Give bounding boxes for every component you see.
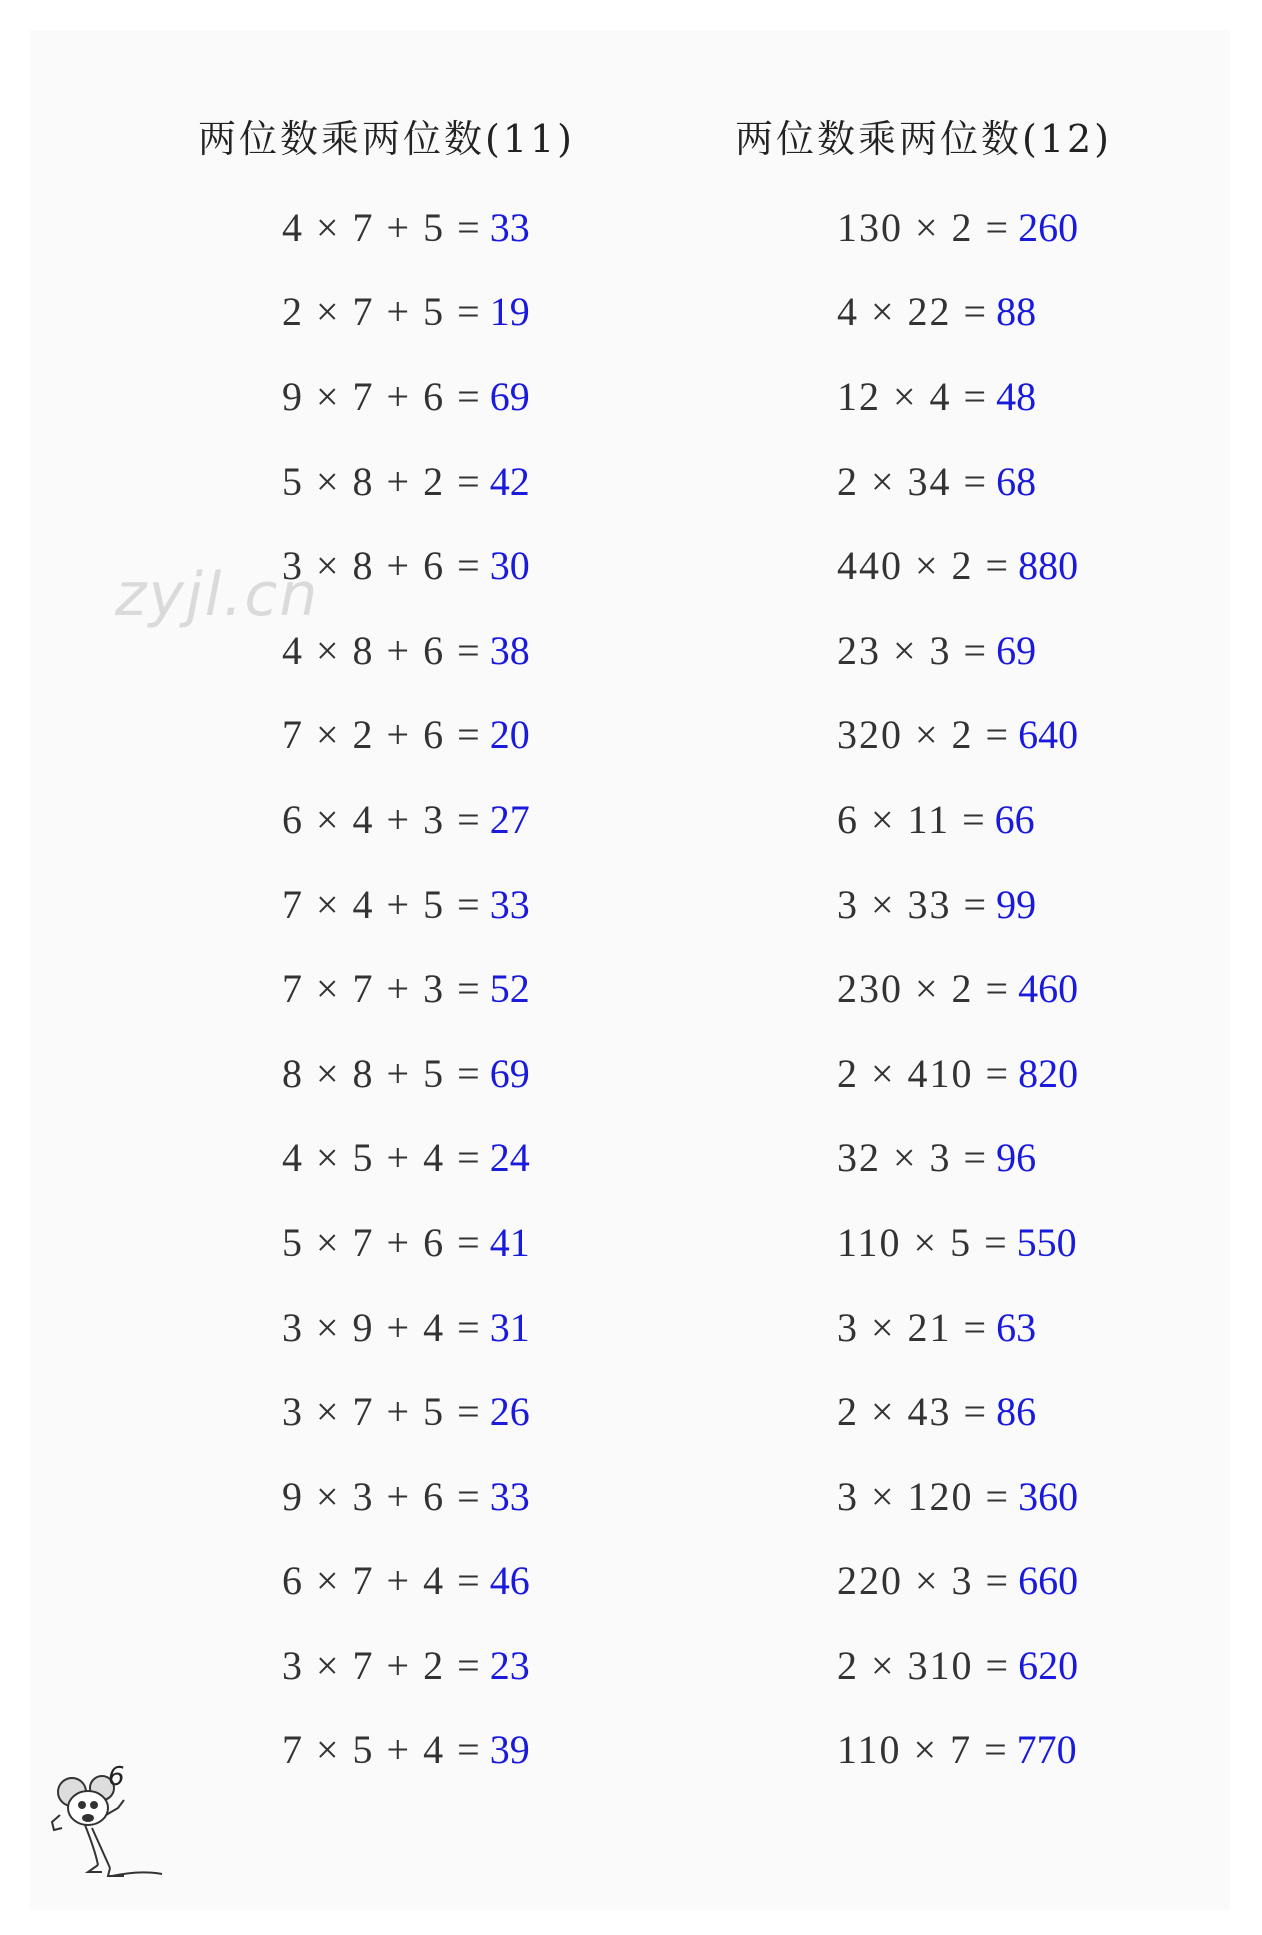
problem-answer: 33: [489, 204, 530, 250]
problem-row: [282, 1454, 702, 1539]
problem-answer: 24: [489, 1135, 530, 1181]
problem-row: [282, 608, 702, 693]
problem-expression: 2 × 43 =: [837, 1389, 989, 1435]
problem-expression: 7 × 2 + 6 =: [282, 712, 482, 758]
problem-expression: 220 × 3 =: [837, 1558, 1011, 1604]
problem-expression: 6 × 11 =: [837, 796, 987, 842]
problem-row: [837, 1200, 1257, 1285]
problem-row: [837, 1116, 1257, 1201]
mouse-mascot-icon: [40, 1760, 170, 1890]
problem-expression: 440 × 2 =: [837, 543, 1011, 589]
problem-expression: 12 × 4 =: [837, 373, 989, 419]
page-number: 6: [108, 1762, 125, 1792]
problem-answer: 41: [489, 1219, 530, 1265]
problem-expression: 130 × 2 =: [837, 204, 1011, 250]
right-problem-list: [837, 185, 1257, 1792]
problem-expression: 3 × 9 + 4 =: [282, 1304, 482, 1350]
problem-row: [282, 1623, 702, 1708]
problem-answer: 23: [489, 1642, 530, 1688]
problem-expression: 3 × 8 + 6 =: [282, 543, 482, 589]
problem-expression: 3 × 7 + 5 =: [282, 1389, 482, 1435]
problem-row: [282, 523, 702, 608]
problem-answer: 260: [1018, 204, 1079, 250]
problem-answer: 99: [996, 881, 1037, 927]
problem-answer: 39: [489, 1727, 530, 1773]
problem-answer: 52: [489, 966, 530, 1012]
problem-expression: 4 × 7 + 5 =: [282, 204, 482, 250]
problem-row: [837, 608, 1257, 693]
problem-row: [837, 185, 1257, 270]
problem-answer: 360: [1018, 1473, 1079, 1519]
problem-row: [282, 1539, 702, 1624]
problem-answer: 620: [1018, 1642, 1079, 1688]
problem-expression: 2 × 410 =: [837, 1050, 1011, 1096]
problem-expression: 7 × 7 + 3 =: [282, 966, 482, 1012]
problem-row: [282, 1285, 702, 1370]
problem-row: [837, 946, 1257, 1031]
problem-answer: 460: [1018, 966, 1079, 1012]
problem-expression: 2 × 34 =: [837, 458, 989, 504]
problem-row: [837, 1623, 1257, 1708]
problem-expression: 110 × 5 =: [837, 1219, 1009, 1265]
problem-expression: 9 × 3 + 6 =: [282, 1473, 482, 1519]
problem-answer: 66: [994, 796, 1035, 842]
right-section-title: 两位数乘两位数(12): [735, 117, 1113, 161]
problem-row: [282, 1200, 702, 1285]
problem-row: [282, 354, 702, 439]
problem-expression: 2 × 310 =: [837, 1642, 1011, 1688]
problem-expression: 5 × 8 + 2 =: [282, 458, 482, 504]
problem-row: [837, 1031, 1257, 1116]
problem-expression: 7 × 5 + 4 =: [282, 1727, 482, 1773]
problem-row: [837, 439, 1257, 524]
watermark: zyjl.cn: [115, 560, 320, 630]
problem-row: [837, 1285, 1257, 1370]
problem-row: [837, 1369, 1257, 1454]
problem-answer: 640: [1018, 712, 1079, 758]
problem-answer: 68: [996, 458, 1037, 504]
problem-answer: 96: [996, 1135, 1037, 1181]
problem-expression: 3 × 7 + 2 =: [282, 1642, 482, 1688]
problem-answer: 33: [489, 881, 530, 927]
problem-answer: 550: [1016, 1219, 1077, 1265]
problem-expression: 2 × 7 + 5 =: [282, 289, 482, 335]
problem-expression: 230 × 2 =: [837, 966, 1011, 1012]
problem-expression: 320 × 2 =: [837, 712, 1011, 758]
problem-row: [282, 185, 702, 270]
problem-row: [282, 862, 702, 947]
problem-expression: 6 × 7 + 4 =: [282, 1558, 482, 1604]
problem-expression: 5 × 7 + 6 =: [282, 1219, 482, 1265]
problem-expression: 3 × 33 =: [837, 881, 989, 927]
problem-answer: 26: [489, 1389, 530, 1435]
problem-expression: 6 × 4 + 3 =: [282, 796, 482, 842]
left-problem-list: [282, 185, 702, 1792]
problem-row: [837, 777, 1257, 862]
problem-row: [837, 270, 1257, 355]
problem-answer: 660: [1018, 1558, 1079, 1604]
problem-expression: 110 × 7 =: [837, 1727, 1009, 1773]
problem-expression: 3 × 120 =: [837, 1473, 1011, 1519]
problem-row: [282, 777, 702, 862]
problem-expression: 4 × 8 + 6 =: [282, 627, 482, 673]
problem-row: [837, 1708, 1257, 1793]
problem-expression: 3 × 21 =: [837, 1304, 989, 1350]
problem-answer: 42: [489, 458, 530, 504]
problem-answer: 770: [1016, 1727, 1077, 1773]
problem-row: [282, 1116, 702, 1201]
problem-row: [837, 523, 1257, 608]
problem-row: [282, 439, 702, 524]
problem-answer: 19: [489, 289, 530, 335]
problem-row: [837, 862, 1257, 947]
problem-answer: 86: [996, 1389, 1037, 1435]
problem-answer: 820: [1018, 1050, 1079, 1096]
problem-answer: 31: [489, 1304, 530, 1350]
problem-answer: 88: [996, 289, 1037, 335]
problem-answer: 46: [489, 1558, 530, 1604]
problem-expression: 4 × 5 + 4 =: [282, 1135, 482, 1181]
problem-expression: 32 × 3 =: [837, 1135, 989, 1181]
problem-answer: 33: [489, 1473, 530, 1519]
problem-row: [282, 693, 702, 778]
problem-row: [282, 270, 702, 355]
problem-expression: 7 × 4 + 5 =: [282, 881, 482, 927]
problem-row: [837, 693, 1257, 778]
problem-expression: 9 × 7 + 6 =: [282, 373, 482, 419]
problem-row: [282, 1708, 702, 1793]
problem-expression: 23 × 3 =: [837, 627, 989, 673]
left-section-title: 两位数乘两位数(11): [198, 117, 576, 161]
problem-answer: 38: [489, 627, 530, 673]
problem-answer: 20: [489, 712, 530, 758]
problem-answer: 69: [489, 373, 530, 419]
problem-answer: 69: [996, 627, 1037, 673]
problem-row: [282, 946, 702, 1031]
problem-expression: 8 × 8 + 5 =: [282, 1050, 482, 1096]
problem-row: [837, 1539, 1257, 1624]
problem-row: [837, 1454, 1257, 1539]
problem-answer: 48: [996, 373, 1037, 419]
problem-answer: 880: [1018, 543, 1079, 589]
problem-answer: 30: [489, 543, 530, 589]
problem-row: [282, 1031, 702, 1116]
problem-answer: 27: [489, 796, 530, 842]
problem-row: [282, 1369, 702, 1454]
problem-row: [837, 354, 1257, 439]
problem-expression: 4 × 22 =: [837, 289, 989, 335]
problem-answer: 69: [489, 1050, 530, 1096]
problem-answer: 63: [996, 1304, 1037, 1350]
